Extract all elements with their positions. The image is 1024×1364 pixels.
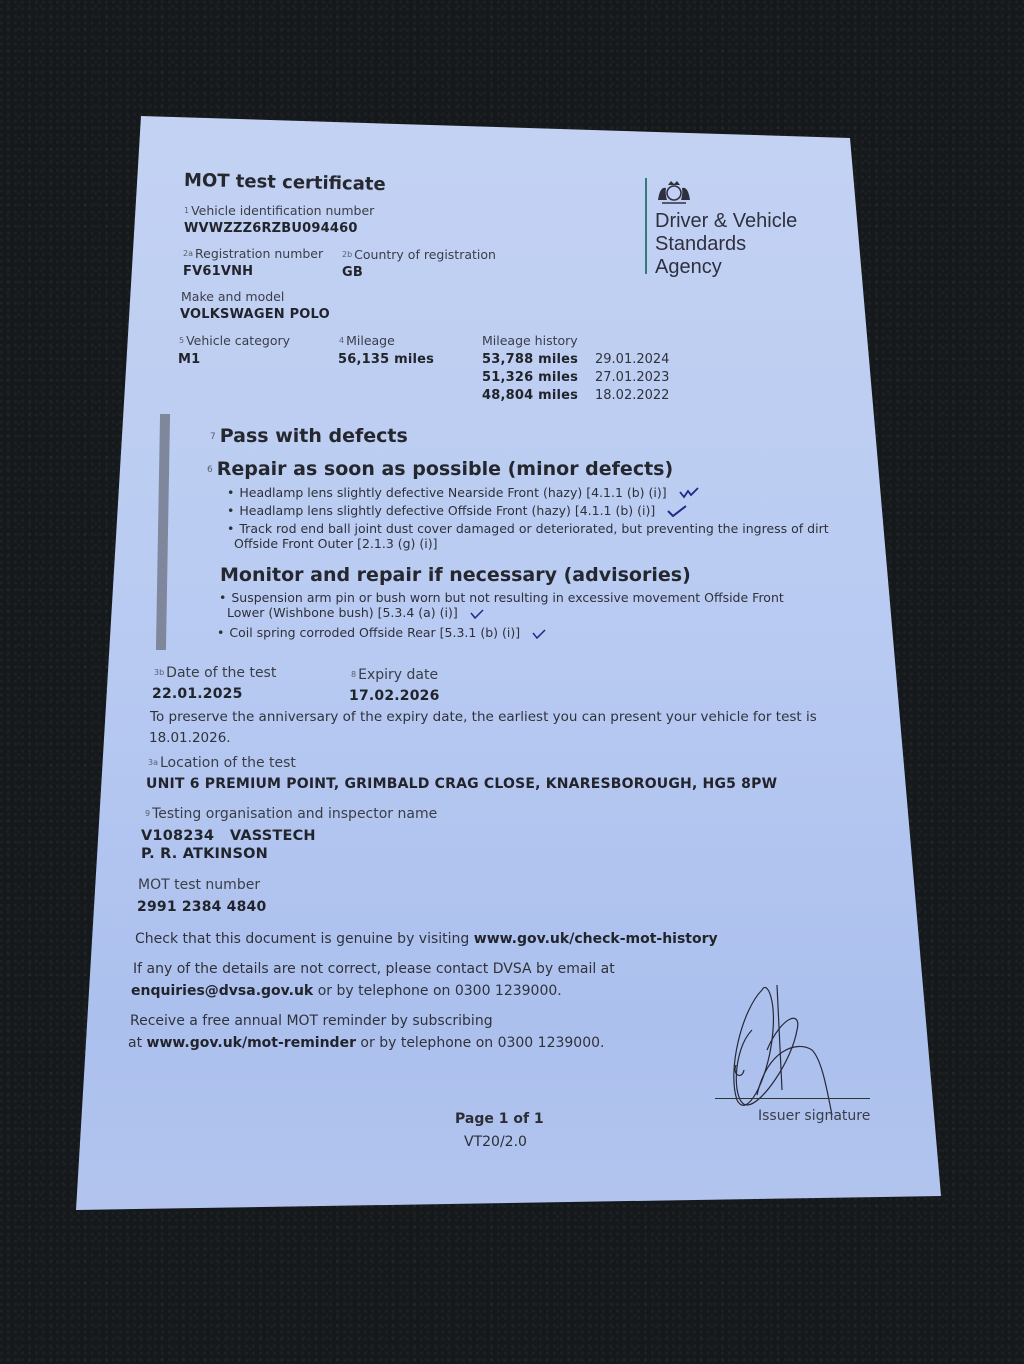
expiry-date-value: 17.02.2026 bbox=[349, 688, 440, 704]
mileage-history-label: Mileage history bbox=[482, 333, 578, 348]
mileage-label: 4 Mileage bbox=[339, 333, 395, 348]
contact-email-link[interactable]: enquiries@dvsa.gov.uk bbox=[131, 983, 314, 999]
test-date-value: 22.01.2025 bbox=[152, 686, 243, 702]
history-miles: 48,804 miles bbox=[482, 388, 579, 403]
contact-line2: enquiries@dvsa.gov.uk or by telephone on 0300 1239000. bbox=[131, 983, 562, 999]
document-title: MOT test certificate bbox=[183, 169, 386, 196]
location-label: 3a Location of the test bbox=[148, 755, 296, 771]
vin-value: WVWZZZ6RZBU094460 bbox=[184, 221, 358, 236]
mileage-value: 56,135 miles bbox=[338, 352, 435, 367]
agency-name-line1: Driver & Vehicle bbox=[655, 210, 798, 232]
organisation-label: 9 Testing organisation and inspector name bbox=[145, 806, 438, 822]
history-date: 18.02.2022 bbox=[595, 388, 670, 403]
minor-defect-item: • Track rod end ball joint dust cover damaged or deteriorated, but preventing the ingress of dirt Offside Front Outer [2.1.3 (g) (i)] bbox=[227, 521, 829, 551]
inspector-name: P. R. ATKINSON bbox=[141, 846, 268, 862]
history-date: 29.01.2024 bbox=[595, 352, 670, 367]
anniversary-note-line1: To preserve the anniversary of the expiry date, the earliest you can present your vehicle for test is bbox=[150, 709, 817, 725]
expiry-date-label: 8 Expiry date bbox=[351, 667, 439, 683]
logo-divider bbox=[645, 178, 647, 274]
organisation-id-name: V108234 VASSTECH bbox=[141, 828, 316, 844]
test-number-label: MOT test number bbox=[138, 877, 261, 893]
genuine-check-text: Check that this document is genuine by visiting www.gov.uk/check-mot-history bbox=[135, 931, 718, 947]
history-date: 27.01.2023 bbox=[595, 370, 670, 385]
advisory-item: • Coil spring corroded Offside Rear [5.3.1 (b) (i)] bbox=[217, 625, 546, 642]
advisory-item: • Suspension arm pin or bush worn but not resulting in excessive movement Offside Front Lower (Wishbone bush) [5.3.4 (a) (i)] bbox=[219, 590, 784, 620]
contact-line1: If any of the details are not correct, please contact DVSA by email at bbox=[133, 961, 615, 977]
test-date-label: 3b Date of the test bbox=[154, 665, 277, 681]
minor-defects-heading: 6 Repair as soon as possible (minor defects) bbox=[207, 458, 674, 480]
minor-defect-item: • Headlamp lens slightly defective Nearside Front (hazy) [4.1.1 (b) (i)] bbox=[227, 485, 699, 502]
agency-name-line2: Standards bbox=[655, 233, 747, 255]
history-miles: 53,788 miles bbox=[482, 352, 579, 367]
test-result: 7 Pass with defects bbox=[210, 425, 408, 447]
defects-side-bar bbox=[156, 414, 170, 650]
agency-name-line3: Agency bbox=[655, 256, 722, 278]
test-number-value: 2991 2384 4840 bbox=[137, 899, 267, 915]
registration-value: FV61VNH bbox=[183, 264, 254, 279]
history-miles: 51,326 miles bbox=[482, 370, 579, 385]
country-label: 2b Country of registration bbox=[342, 247, 496, 262]
make-model-value: VOLKSWAGEN POLO bbox=[180, 307, 330, 322]
form-code: VT20/2.0 bbox=[464, 1134, 527, 1150]
page-number: Page 1 of 1 bbox=[455, 1111, 544, 1127]
location-value: UNIT 6 PREMIUM POINT, GRIMBALD CRAG CLOSE, KNARESBOROUGH, HG5 8PW bbox=[146, 776, 778, 792]
minor-defect-item: • Headlamp lens slightly defective Offside Front (hazy) [4.1.1 (b) (i)] bbox=[227, 503, 687, 520]
handwritten-tick-icon bbox=[532, 627, 546, 642]
handwritten-tick-icon bbox=[679, 487, 699, 502]
handwritten-tick-icon bbox=[667, 505, 687, 520]
category-label: 5 Vehicle category bbox=[179, 333, 291, 348]
royal-crest-icon bbox=[654, 178, 694, 210]
advisories-heading: Monitor and repair if necessary (advisories) bbox=[220, 564, 691, 586]
registration-label: 2a Registration number bbox=[183, 246, 324, 261]
reminder-line2: at www.gov.uk/mot-reminder or by telephone on 0300 1239000. bbox=[128, 1035, 605, 1051]
signature-line bbox=[715, 1098, 870, 1099]
handwritten-tick-icon bbox=[470, 607, 484, 622]
anniversary-note-line2: 18.01.2026. bbox=[149, 730, 231, 746]
reminder-line1: Receive a free annual MOT reminder by subscribing bbox=[130, 1013, 493, 1029]
category-value: M1 bbox=[178, 352, 201, 367]
make-model-label: Make and model bbox=[181, 289, 285, 304]
signature-label: Issuer signature bbox=[758, 1108, 871, 1124]
country-value: GB bbox=[342, 265, 363, 280]
vin-label: 1 Vehicle identification number bbox=[184, 203, 375, 218]
check-mot-history-link[interactable]: www.gov.uk/check-mot-history bbox=[473, 931, 718, 947]
mot-reminder-link[interactable]: www.gov.uk/mot-reminder bbox=[146, 1035, 356, 1051]
